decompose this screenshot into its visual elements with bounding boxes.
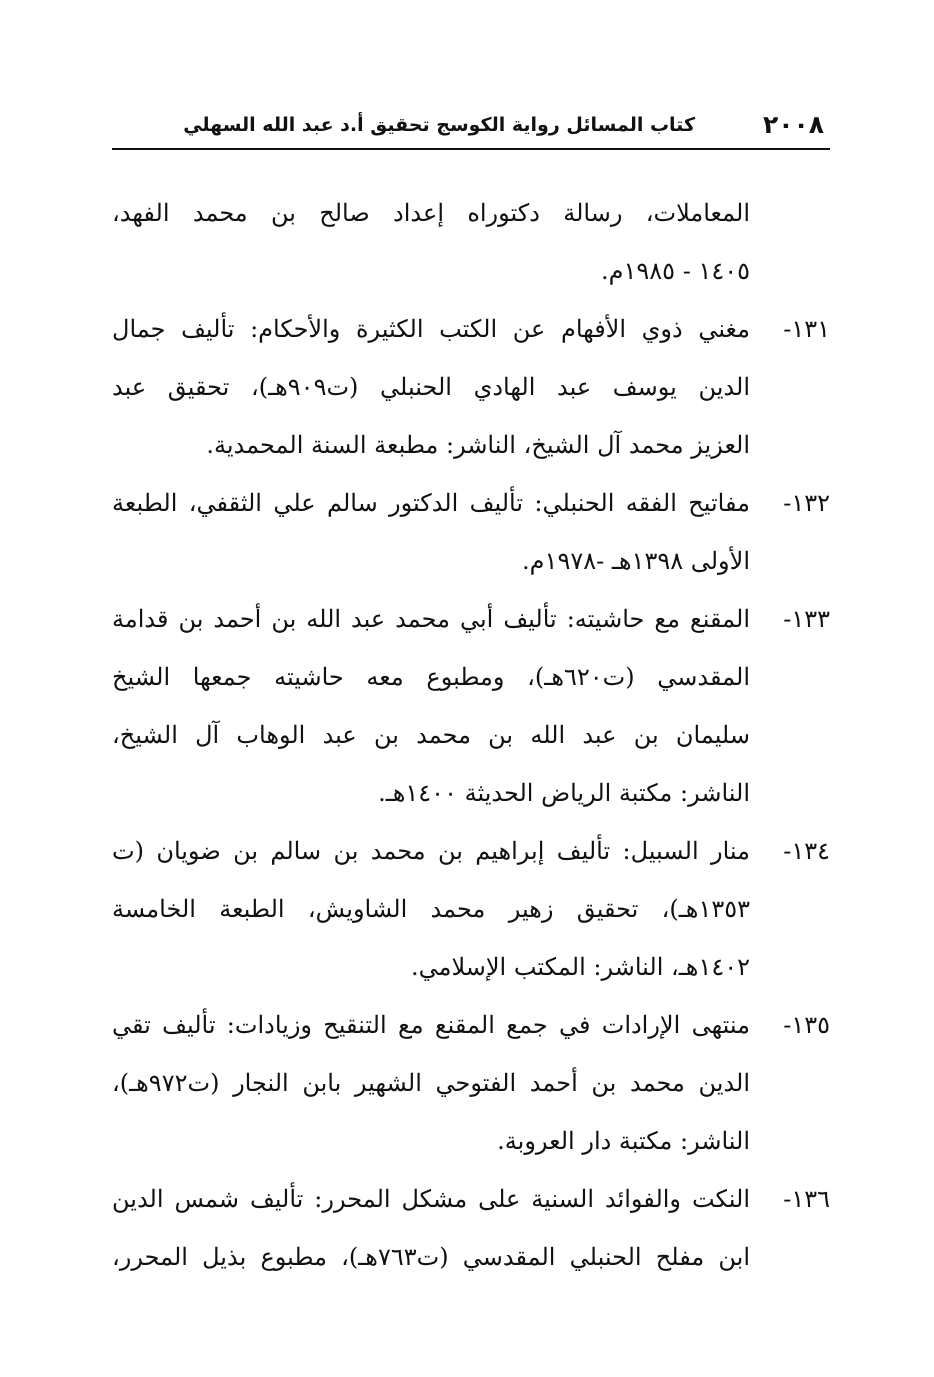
text-line: المقدسي (ت٦٢٠هـ)، ومطبوع معه حاشيته جمعها الشيخ xyxy=(112,663,750,691)
entry-number: ١٣٢- xyxy=(783,489,830,517)
page-header xyxy=(112,104,830,150)
entry-number: ١٣٥- xyxy=(783,1011,830,1039)
entry-text xyxy=(112,300,750,474)
text-line: منتهى الإرادات في جمع المقنع مع التنقيح وزيادات: تأليف تقي xyxy=(112,1011,750,1039)
entry-text xyxy=(112,1170,750,1286)
entry-number: ١٣٦- xyxy=(783,1185,830,1213)
text-line: الدين يوسف عبد الهادي الحنبلي (ت٩٠٩هـ)، تحقيق عبد xyxy=(112,373,750,401)
continued-entry xyxy=(112,184,750,300)
bibliography-list xyxy=(112,184,830,1286)
text-line: الناشر: مكتبة الرياض الحديثة ١٤٠٠هـ. xyxy=(378,779,750,807)
entry-number: ١٣٤- xyxy=(783,837,830,865)
text-line: ١٤٠٥ - ١٩٨٥م. xyxy=(601,257,750,285)
text-line: ١٣٥٣هـ)، تحقيق زهير محمد الشاويش، الطبعة الخامسة xyxy=(112,895,750,923)
bibliography-entry-135 xyxy=(112,996,830,1170)
text-line: مغني ذوي الأفهام عن الكتب الكثيرة والأحكام: تأليف جمال xyxy=(112,315,750,343)
text-line: مفاتيح الفقه الحنبلي: تأليف الدكتور سالم علي الثقفي، الطبعة xyxy=(112,489,750,517)
text-line: ابن مفلح الحنبلي المقدسي (ت٧٦٣هـ)، مطبوع بذيل المحرر، xyxy=(112,1243,750,1271)
page-number: ٢٠٠٨ xyxy=(762,110,824,139)
bibliography-entry-133 xyxy=(112,590,830,822)
text-line: الدين محمد بن أحمد الفتوحي الشهير بابن النجار (ت٩٧٢هـ)، xyxy=(112,1069,750,1097)
text-line: الناشر: مكتبة دار العروبة. xyxy=(497,1127,750,1155)
entry-number: ١٣٣- xyxy=(783,605,830,633)
entry-text xyxy=(112,590,750,822)
text-line: ١٤٠٢هـ، الناشر: المكتب الإسلامي. xyxy=(410,953,750,981)
document-page xyxy=(112,0,830,1377)
bibliography-entry-131 xyxy=(112,300,830,474)
entry-text xyxy=(112,474,750,590)
entry-text xyxy=(112,822,750,996)
text-line: الأولى ١٣٩٨هـ -١٩٧٨م. xyxy=(522,547,750,575)
bibliography-entry-132 xyxy=(112,474,830,590)
text-line: منار السبيل: تأليف إبراهيم بن محمد بن سالم بن ضويان (ت xyxy=(112,837,750,865)
text-line: المعاملات، رسالة دكتوراه إعداد صالح بن محمد الفهد، xyxy=(112,199,750,227)
bibliography-entry-136 xyxy=(112,1170,830,1286)
running-title: كتاب المسائل رواية الكوسج تحقيق أ.د عبد الله السهلي xyxy=(183,114,695,136)
text-line: النكت والفوائد السنية على مشكل المحرر: تأليف شمس الدين xyxy=(112,1185,750,1213)
entry-text xyxy=(112,996,750,1170)
entry-number: ١٣١- xyxy=(783,315,830,343)
text-line: العزيز محمد آل الشيخ، الناشر: مطبعة السنة المحمدية. xyxy=(206,431,750,459)
text-line: سليمان بن عبد الله بن محمد بن عبد الوهاب آل الشيخ، xyxy=(112,721,750,749)
text-line: المقنع مع حاشيته: تأليف أبي محمد عبد الله بن أحمد بن قدامة xyxy=(112,605,750,633)
bibliography-entry-134 xyxy=(112,822,830,996)
